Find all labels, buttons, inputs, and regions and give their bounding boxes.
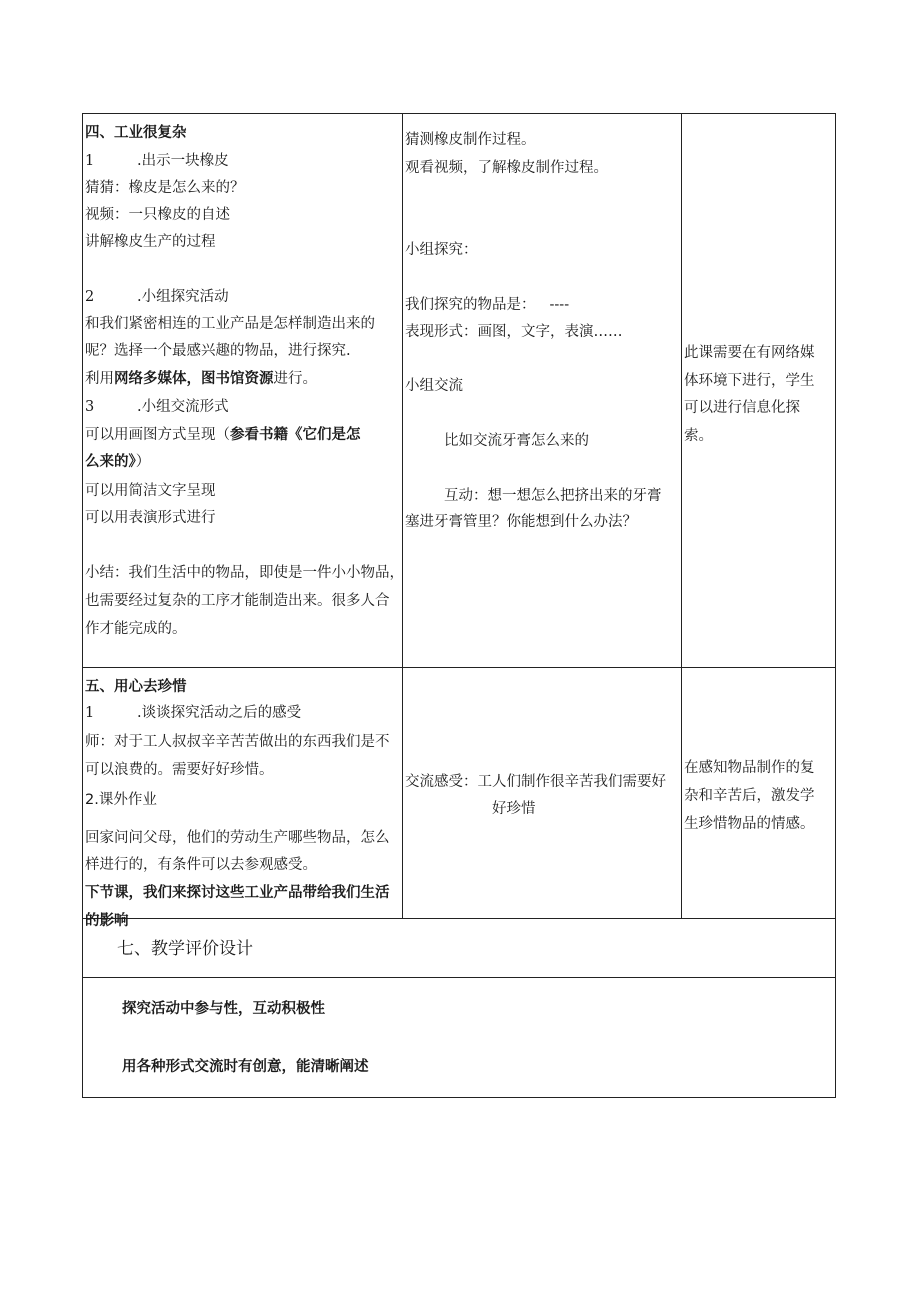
- student-exchange: 小组交流: [405, 378, 463, 394]
- student-forms: 表现形式：画图，文字，表演……: [405, 324, 623, 340]
- book-reference-cont: 么来的》: [85, 454, 136, 470]
- student-video: 观看视频，了解橡皮制作过程。: [405, 160, 608, 176]
- summary-line2: 也需要经过复杂的工序才能制造出来。很多人合: [85, 593, 390, 609]
- resources-prefix: 利用: [85, 371, 114, 387]
- row-divider-2: [82, 918, 836, 919]
- evaluation-item-1: 探究活动中参与性，互动积极性: [122, 1001, 325, 1017]
- section4-design-cell: [682, 114, 835, 667]
- s5-design-line2: 杂和辛苦后，激发学: [684, 788, 815, 804]
- student-explore: 小组探究：: [405, 242, 478, 258]
- design-line1: 此课需要在有网络媒: [684, 345, 815, 361]
- ask-parents-line2: 样进行的，有条件可以去参观感受。: [85, 857, 317, 873]
- step1-title: .出示一块橡皮: [137, 153, 229, 169]
- teacher-line2: 可以浪费的。需要好好珍惜。: [85, 762, 274, 778]
- ask-parents-line1: 回家问问父母，他们的劳动生产哪些物品，怎么: [85, 830, 390, 846]
- step3-title: .小组交流形式: [137, 399, 229, 415]
- design-line4: 索。: [684, 428, 713, 444]
- section4-teacher-cell: [83, 114, 404, 667]
- student-interact-line1: 互动：想一想怎么把挤出来的牙膏: [444, 488, 662, 504]
- act-method: 可以用表演形式进行: [85, 510, 216, 526]
- evaluation-item-2: 用各种形式交流时有创意，能清晰阐述: [122, 1059, 369, 1075]
- teacher-line1: 师：对于工人叔叔辛辛苦苦做出的东西我们是不: [85, 734, 390, 750]
- section5-teacher-cell: [83, 668, 401, 929]
- section5-heading: 五、用心去珍惜: [85, 679, 187, 695]
- next-lesson-line1: 下节课，我们来探讨这些工业产品带给我们生活: [85, 885, 390, 901]
- text-method: 可以用简洁文字呈现: [85, 483, 216, 499]
- step2-text-line2: 呢？选择一个最感兴趣的物品，进行探究.: [85, 343, 351, 359]
- s5-step1-title: .谈谈探究活动之后的感受: [137, 705, 302, 721]
- s5-student-line1: 交流感受：工人们制作很辛苦我们需要好: [405, 774, 666, 790]
- explain-text: 讲解橡皮生产的过程: [85, 234, 216, 250]
- section4-step2: [85, 288, 229, 306]
- step1-number: 1: [85, 153, 95, 169]
- resources-suffix: 进行。: [273, 371, 317, 387]
- s5-student-line2: 好珍惜: [492, 801, 536, 817]
- section7-heading: 七、教学评价设计: [117, 939, 253, 959]
- student-interact-line2: 塞进牙膏管里？你能想到什么办法？: [405, 514, 637, 530]
- section4-step3: [85, 398, 229, 416]
- s5-design-line1: 在感知物品制作的复: [684, 760, 815, 776]
- student-item: [405, 296, 569, 314]
- section4-student-cell: [403, 114, 680, 667]
- draw-method-line2: [85, 453, 150, 471]
- s5-step1-number: 1: [85, 705, 95, 721]
- draw-method-line1: [85, 426, 361, 444]
- resources-text: [85, 370, 317, 388]
- guess-text: 猜猜：橡皮是怎么来的？: [85, 180, 245, 196]
- section5-design-cell: [682, 668, 835, 918]
- draw-method-text: 可以用画图方式呈现（: [85, 427, 230, 443]
- row-divider-3: [82, 977, 836, 978]
- student-item-blank: ----: [549, 297, 570, 313]
- resources-bold: 网络多媒体，图书馆资源: [114, 371, 274, 387]
- homework-title: 2.课外作业: [85, 792, 157, 808]
- step2-title: .小组探究活动: [137, 289, 229, 305]
- book-reference: 参看书籍《它们是怎: [230, 427, 361, 443]
- summary-line1: 小结：我们生活中的物品，即使是一件小小物品，: [85, 565, 404, 581]
- section4-step1: [85, 152, 229, 170]
- step2-number: 2: [85, 289, 95, 305]
- student-item-label: 我们探究的物品是：: [405, 297, 536, 313]
- design-line3: 可以进行信息化探: [684, 400, 800, 416]
- summary-line3: 作才能完成的。: [85, 621, 187, 637]
- student-guess: 猜测橡皮制作过程。: [405, 132, 536, 148]
- step3-number: 3: [85, 399, 95, 415]
- student-toothpaste: 比如交流牙膏怎么来的: [444, 433, 589, 449]
- video-text: 视频：一只橡皮的自述: [85, 207, 230, 223]
- next-lesson-line2: 的影响: [85, 913, 129, 929]
- section4-heading: 四、工业很复杂: [85, 125, 187, 141]
- draw-method-end: ）: [135, 454, 151, 470]
- step2-text-line1: 和我们紧密相连的工业产品是怎样制造出来的: [85, 316, 375, 332]
- s5-design-line3: 生珍惜物品的情感。: [684, 816, 815, 832]
- design-line2: 体环境下进行，学生: [684, 373, 815, 389]
- section5-student-cell: [403, 668, 680, 918]
- section5-step1: [85, 704, 301, 722]
